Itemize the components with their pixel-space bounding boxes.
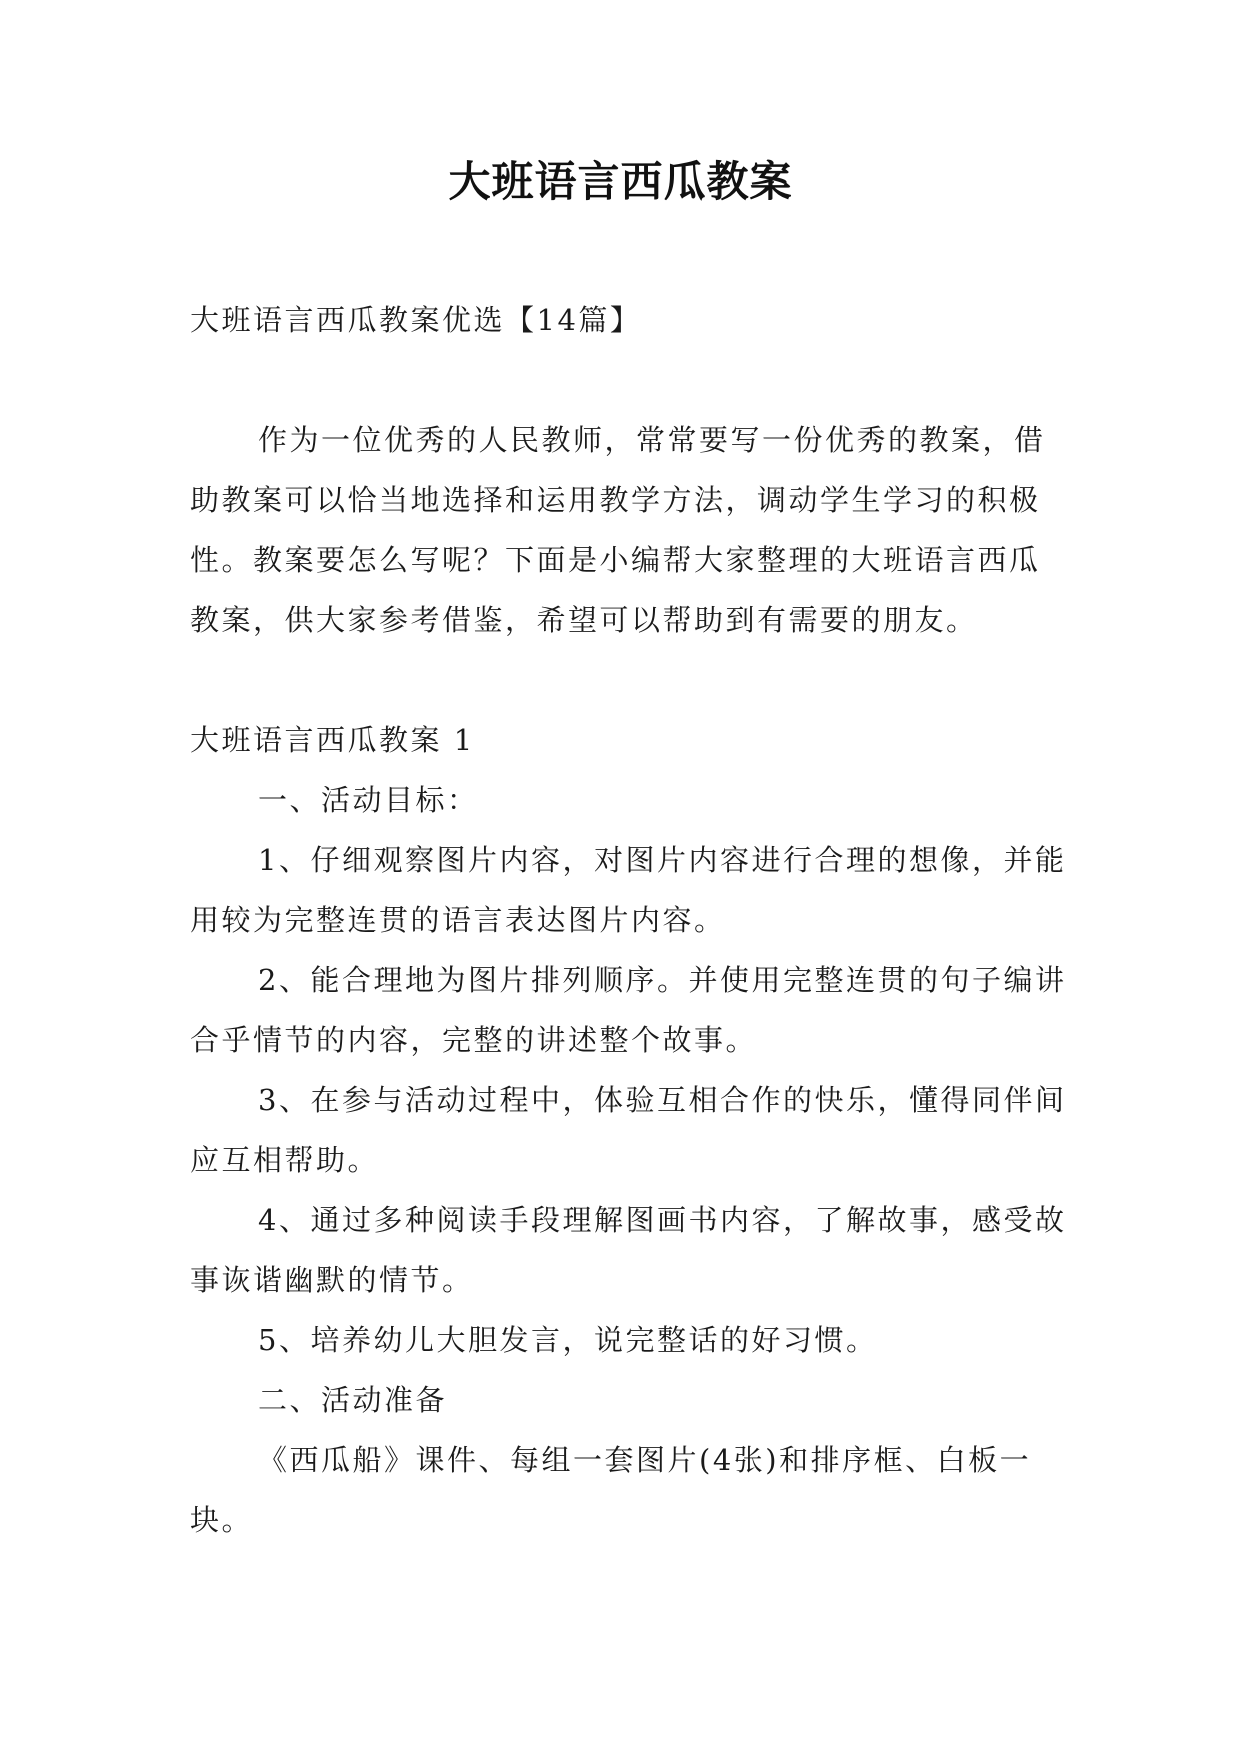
section-heading: 大班语言西瓜教案 1: [190, 723, 475, 757]
intro-paragraph: 作为一位优秀的人民教师，常常要写一份优秀的教案，借助教案可以恰当地选择和运用教学方法，调动学生学习的积极性。教案要怎么写呢？下面是小编帮大家整理的大班语言西瓜教案，供大家参考借鉴，希望可以帮助到有需要的朋友。: [190, 423, 1046, 637]
document-title: 大班语言西瓜教案: [448, 157, 793, 206]
paragraph-preparation-heading: 二、活动准备: [258, 1383, 448, 1417]
paragraph-goal-1: 1、仔细观察图片内容，对图片内容进行合理的想像，并能用较为完整连贯的语言表达图片内容。: [190, 843, 1067, 937]
paragraph-goals-heading: 一、活动目标：: [258, 783, 479, 817]
paragraph-goal-4: 4、通过多种阅读手段理解图画书内容，了解故事，感受故事诙谐幽默的情节。: [190, 1203, 1067, 1297]
paragraph-preparation: 《西瓜船》课件、每组一套图片(4张)和排序框、白板一块。: [190, 1443, 1032, 1537]
paragraph-goal-2: 2、能合理地为图片排列顺序。并使用完整连贯的句子编讲合乎情节的内容，完整的讲述整个故事。: [190, 963, 1067, 1057]
document-subtitle: 大班语言西瓜教案优选【14篇】: [190, 303, 642, 337]
document-body: [190, 290, 1070, 1550]
paragraph-goal-3: 3、在参与活动过程中，体验互相合作的快乐，懂得同伴间应互相帮助。: [190, 1083, 1067, 1177]
paragraph-goal-5: 5、培养幼儿大胆发言，说完整话的好习惯。: [258, 1323, 878, 1357]
